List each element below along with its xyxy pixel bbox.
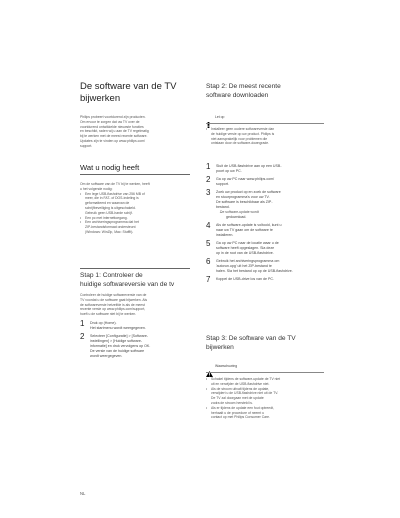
note-item: de huidige versie op uw product. Philips is (211, 131, 275, 136)
warning-item: • Als de stroom uitvalt tijdens de update, (211, 387, 269, 392)
step-text: bestand. (216, 204, 230, 209)
step-number: 4 (206, 221, 211, 230)
step-text: installeren. (216, 232, 234, 237)
needs-intro-line: u het volgende nodig: (80, 186, 113, 191)
needs-list-item: • Een pc met internettoegang. (85, 216, 128, 221)
warning-item: De TV zal doorgaan met de update (211, 396, 264, 401)
warning-item: contact op met Philips Consumer Care. (211, 415, 270, 420)
step-text: Zoek uw product op en zoek de software (216, 189, 281, 194)
intro-line: support. (80, 143, 93, 148)
step1-intro-line: Controleer de huidige softwareversie van de (80, 293, 147, 297)
warning-item: uit en verwijder de USB-flashdrive niet. (211, 381, 270, 386)
page-title-line1: De software van de TV (80, 81, 177, 92)
step-text: halen. Sla het bestand op op de USB-flashdrive. (216, 268, 293, 273)
step-text: wordt weergegeven. (90, 353, 123, 358)
step-text: naar uw TV gaan om de software te (216, 227, 273, 232)
step-number: 2 (80, 332, 85, 341)
needs-list-item: meer, die in FAT- of DOS-indeling is (85, 196, 139, 201)
warning-item: • Als er tijdens de update een fout optreedt, (211, 406, 274, 411)
warning-item: • Schakel tijdens de software-update de TV niet (211, 377, 280, 382)
step1-intro-line: recente versie op www.philips.com/support, (80, 307, 146, 312)
needs-list-item: ZIP-bestandsformaat ondersteunt (85, 225, 136, 230)
step-text: Als de software-update is voltooid, kunt u (216, 222, 282, 227)
step-text: Druk op (Home). (90, 320, 117, 325)
page-title-line2: bijwerken (80, 93, 121, 104)
step-result-cont: gedownload. (226, 214, 247, 219)
step-result: → De software-update wordt (220, 210, 326, 215)
step-text: De versie van de huidige software (90, 348, 145, 353)
warning-item: zodra de stroom hersteld is. (211, 401, 253, 405)
needs-list-item: geformatteerd en waarvan de (85, 201, 130, 206)
needs-list-item: • Een lege USB-flashdrive van 256 MB of (85, 192, 145, 197)
step-text: instellingen] > [Huidige software- (90, 338, 143, 343)
page-number: NL (80, 491, 86, 496)
intro-line: Philips probeert voortdurend zijn producten. (80, 115, 146, 119)
intro-line: bij te werken met de meest recente software. (80, 134, 148, 139)
step-number: 5 (206, 239, 211, 248)
step-number: 1 (206, 162, 211, 171)
step-number: 6 (206, 257, 211, 266)
note-item: ontstaan door de software-downgrade. (211, 141, 270, 146)
step-number: 3 (206, 188, 211, 197)
needs-intro-line: Om de software van de TV bij te werken, heeft (80, 182, 150, 186)
step-number: 2 (206, 175, 211, 184)
intro-line: voortdurend ontwikkelde nieuwste functies (80, 124, 144, 129)
intro-line: Om ervoor te zorgen dat uw TV over de (80, 119, 140, 124)
note-item: • Installeer geen oudere softwareversie dan (211, 127, 274, 132)
needs-list-item: (Windows: WinZip, Mac: StuffIt). (85, 230, 134, 234)
note-label: Let op (215, 115, 225, 119)
step-text: Het startmenu wordt weergegeven. (90, 325, 146, 330)
needs-heading: Wat u nodig heeft (80, 163, 140, 172)
step-text: De software is beschikbaar als ZIP- (216, 199, 273, 204)
step-text: software heeft opgeslagen. Sla deze (216, 245, 275, 250)
step1-heading-line1: Stap 1: Controleer de (80, 272, 143, 279)
needs-list-item: schrijfbeveiliging is uitgeschakeld. (85, 206, 136, 210)
note-divider (206, 123, 324, 124)
step1-intro-line: TV voordat u de software gaat bijwerken. Als (80, 297, 148, 302)
step-text: poort op uw PC. (216, 168, 242, 173)
step-number: 7 (206, 275, 211, 284)
step-text: Ga op uw PC naar de locatie waar u de (216, 240, 279, 245)
step-number: 1 (80, 319, 85, 328)
needs-list-item: Gebruik geen USB-harde schijf. (85, 210, 133, 215)
warning-item: herhaalt u de procedure of neemt u (211, 410, 264, 415)
note-item: niet aansprakelijk voor problemen die (211, 136, 268, 141)
warning-icon (206, 364, 211, 369)
intro-line: en beschikt, raden wij u aan de TV regelmatig (80, 129, 149, 134)
step-text: Ga op uw PC naar www.philips.com/ (216, 176, 275, 181)
warning-label: Waarschuwing (215, 364, 238, 368)
step-text: support. (216, 181, 229, 186)
step-text: 'autorun.upg' uit het ZIP-bestand te (216, 263, 272, 268)
step-text: Gebruik het archiveringsprogramma om (216, 258, 280, 263)
section-divider (80, 268, 190, 269)
step1-intro-line: de softwareversie hetzelfde is als de meest (80, 302, 145, 307)
step1-intro-line: hoeft u de software niet bij te werken. (80, 312, 137, 317)
step2-heading-line2: software downloaden (206, 92, 269, 99)
section-divider (80, 174, 190, 175)
intro-line: Updates zijn te vinden op www.philips.com/ (80, 139, 146, 143)
warning-divider (206, 372, 324, 373)
step1-heading-line2: huidige softwareversie van de tv (80, 281, 175, 288)
warning-item: verwijdert u de USB-flashdrive niet uit de TV. (211, 391, 279, 396)
step-text: op in de root van de USB-flashdrive. (216, 250, 274, 255)
step-text: Koppel de USB-drive los van de PC. (216, 276, 274, 281)
step3-heading-line1: Stap 3: De software van de TV (206, 335, 296, 342)
step3-heading-line2: bijwerken (206, 344, 234, 351)
step-text: Selecteer [Configuratie] > [Software- (90, 333, 149, 338)
step2-heading-line1: Stap 2: De meest recente (206, 83, 281, 90)
exclamation-icon (206, 115, 211, 120)
needs-list-item: • Een archiveringsprogramma dat het (85, 220, 139, 225)
step-text: en stuurprogramma's voor uw TV. (216, 194, 270, 199)
step-text: Sluit de USB-flashdrive aan op een USB- (216, 163, 282, 168)
step-text: informatie] en druk vervolgens op OK. (90, 343, 151, 348)
